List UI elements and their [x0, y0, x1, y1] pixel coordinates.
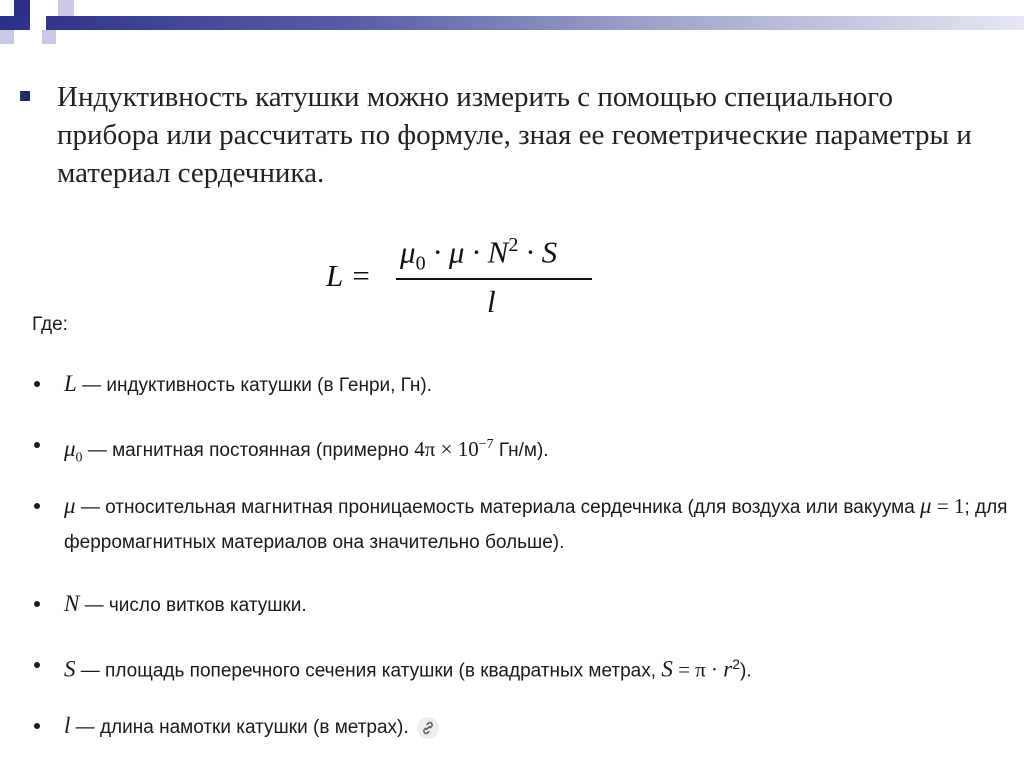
header-gradient-bar [0, 16, 1024, 30]
definitions-list [32, 366, 1012, 743]
square-bullet-icon [20, 91, 30, 101]
list-item: μ — относительная магнитная проницаемость материала сердечника (для воздуха или вакуума μ = 1; для ферромагнитных материалов она значительно больше). [32, 488, 1012, 560]
formula-lhs: L = [326, 258, 372, 293]
list-item: l — длина намотки катушки (в метрах). [32, 708, 1012, 743]
formula-denominator: l [487, 284, 496, 319]
where-label: Где: [32, 314, 68, 335]
list-item: N — число витков катушки. [32, 586, 1012, 621]
decor-square [58, 0, 74, 16]
list-item: $\mu_0$ — магнитная постоянная (примерно $4\pi \times 10^{-7}$ Гн/м). [32, 427, 1012, 462]
slide-intro-text: Индуктивность катушки можно измерить с помощью специального прибора или рассчитать по формуле, зная ее геометрические параметры и материал сердечника. [57, 81, 972, 189]
decor-square [14, 0, 30, 16]
inductance-formula [326, 234, 626, 318]
list-item: L — индуктивность катушки (в Генри, Гн). [32, 366, 1012, 401]
formula-numerator: $\mu_0 \cdot \mu \cdot N^2 \cdot S$ [400, 234, 558, 275]
link-icon[interactable] [417, 717, 439, 739]
list-item: S — площадь поперечного сечения катушки (в квадратных метрах, $S = \pi \cdot r^2$). [32, 647, 1012, 682]
decor-square [0, 30, 14, 44]
decor-square [42, 30, 56, 44]
fraction-line [396, 278, 592, 280]
